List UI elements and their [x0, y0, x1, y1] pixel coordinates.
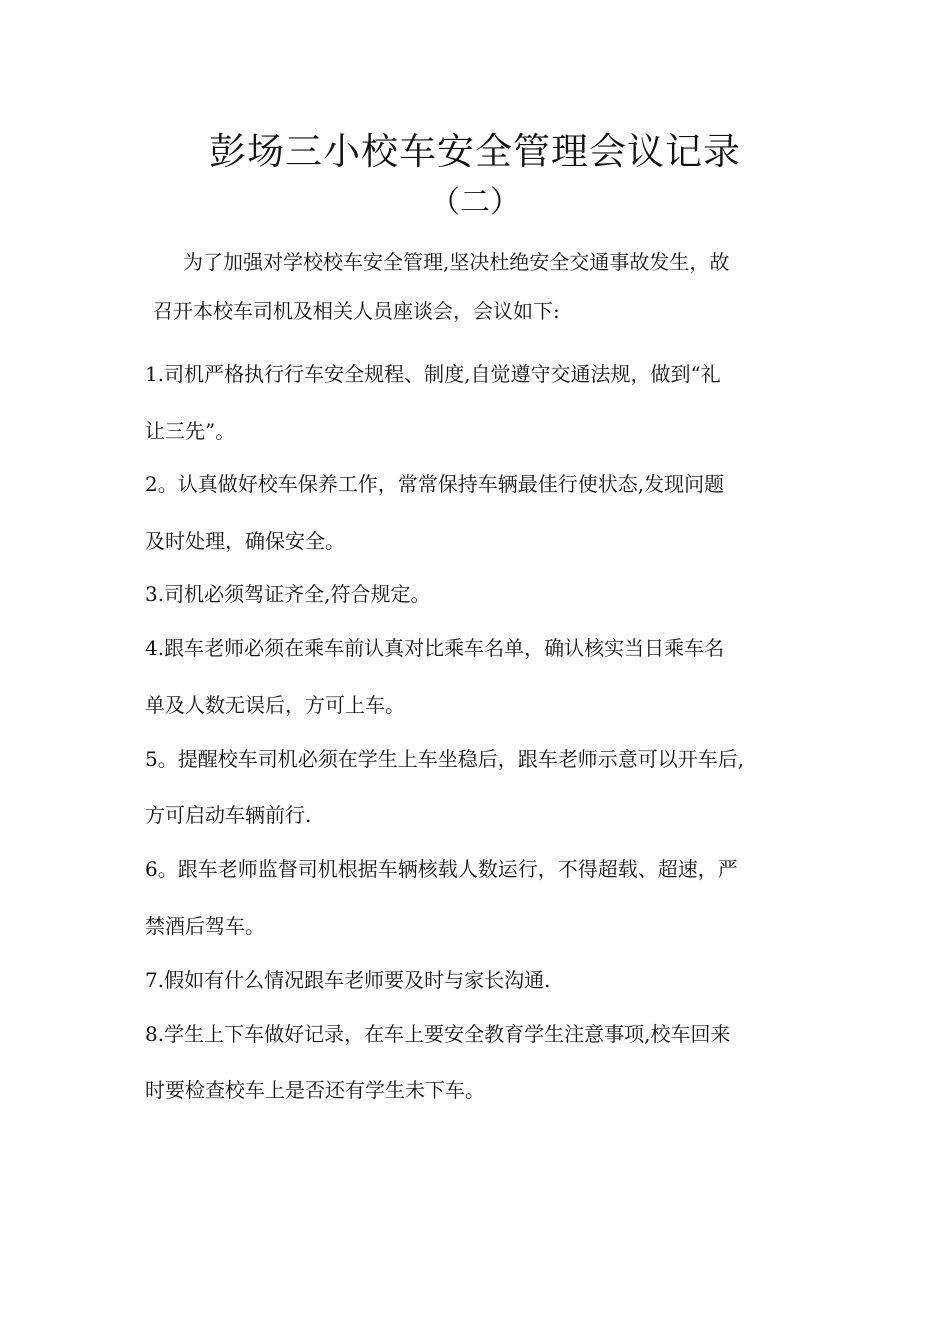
item-8-line-2: 时要检查校车上是否还有学生未下车。: [145, 1078, 485, 1102]
item-2-line-2: 及时处理，确保安全。: [145, 529, 345, 553]
item-6-line-1: 6。跟车老师监督司机根据车辆核载人数运行，不得超载、超速，严: [145, 857, 738, 881]
item-1-line-2: 让三先”。: [145, 419, 236, 443]
document-title: 彭场三小校车安全管理会议记录: [209, 130, 741, 173]
item-5-line-1: 5。提醒校车司机必须在学生上车坐稳后，跟车老师示意可以开车后,: [145, 747, 745, 771]
intro-line-2: 召开本校车司机及相关人员座谈会，会议如下:: [153, 299, 560, 323]
item-1-line-1: 1.司机严格执行行车安全规程、制度,自觉遵守交通法规，做到“礼: [145, 362, 721, 386]
document-subtitle: （二）: [430, 185, 520, 220]
intro-line-1: 为了加强对学校校车安全管理,坚决杜绝安全交通事故发生，故: [183, 250, 730, 274]
item-8-line-1: 8.学生上下车做好记录，在车上要安全教育学生注意事项,校车回来: [145, 1022, 731, 1046]
item-7-line-1: 7.假如有什么情况跟车老师要及时与家长沟通.: [145, 968, 551, 992]
item-5-line-2: 方可启动车辆前行.: [145, 803, 312, 827]
item-4-line-1: 4.跟车老师必须在乘车前认真对比乘车名单，确认核实当日乘车名: [145, 636, 725, 660]
item-3-line-1: 3.司机必须驾证齐全,符合规定。: [145, 582, 431, 606]
item-6-line-2: 禁酒后驾车。: [145, 914, 265, 938]
item-2-line-1: 2。认真做好校车保养工作，常常保持车辆最佳行使状态,发现问题: [145, 472, 725, 496]
item-4-line-2: 单及人数无误后，方可上车。: [145, 693, 405, 717]
